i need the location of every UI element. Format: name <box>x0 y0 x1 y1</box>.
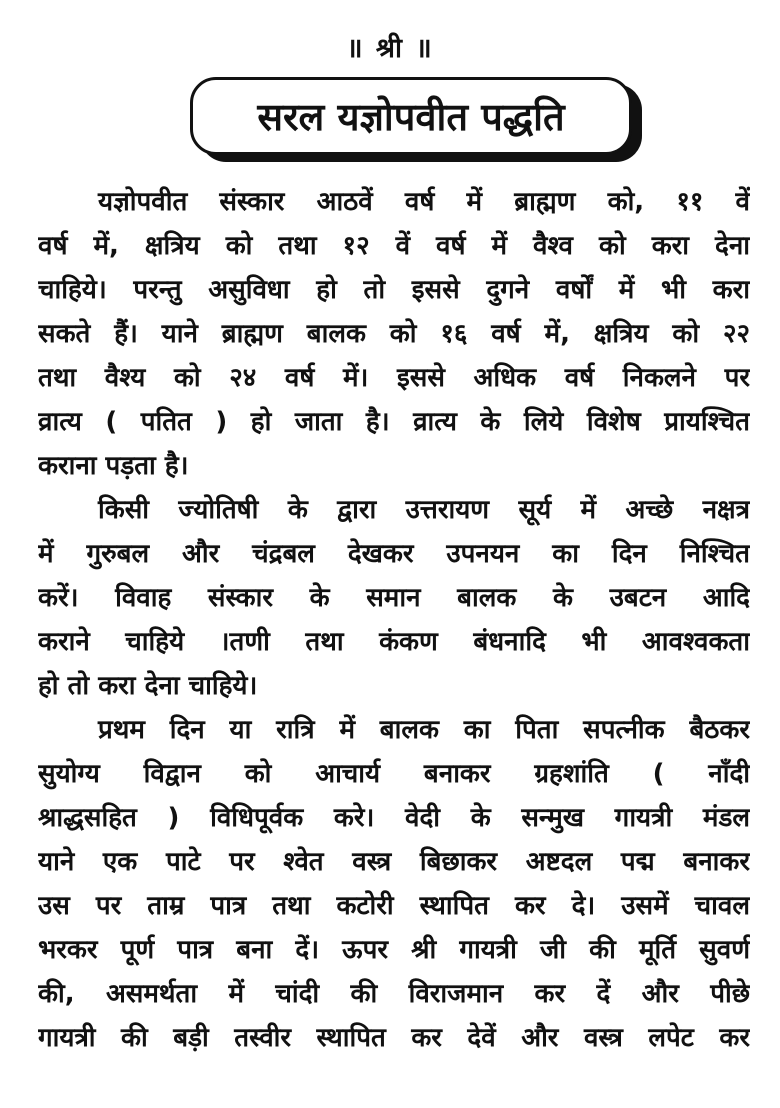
text-line: श्राद्धसहित ) विधिपूर्वक करे। वेदी के सन्मुख गायत्री मंडल <box>38 803 750 833</box>
text-line: यज्ञोपवीत संस्कार आठवें वर्ष में ब्राह्मण को, ११ वें <box>98 187 750 217</box>
text-line: गायत्री की बड़ी तस्वीर स्थापित कर देवें और वस्त्र लपेट कर <box>38 1023 750 1053</box>
invocation-heading: ॥ श्री ॥ <box>346 33 434 64</box>
paragraph-1 <box>38 180 750 488</box>
text-line: व्रात्य ( पतित ) हो जाता है। व्रात्य के लिये विशेष प्रायश्चित <box>38 407 750 437</box>
page-title: सरल यज्ञोपवीत पद्धति <box>257 95 565 139</box>
text-line: तथा वैश्य को २४ वर्ष में। इससे अधिक वर्ष निकलने पर <box>38 363 750 393</box>
text-line: सकते हैं। याने ब्राह्मण बालक को १६ वर्ष में, क्षत्रिय को २२ <box>38 319 750 349</box>
body-text <box>38 180 750 1060</box>
title-box <box>190 77 632 155</box>
text-line: में गुरुबल और चंद्रबल देखकर उपनयन का दिन निश्चित <box>38 539 750 569</box>
text-line: भरकर पूर्ण पात्र बना दें। ऊपर श्री गायत्री जी की मूर्ति सुवर्ण <box>38 935 750 965</box>
text-line: याने एक पाटे पर श्वेत वस्त्र बिछाकर अष्टदल पद्म बनाकर <box>38 847 750 877</box>
text-line: कराना पड़ता है। <box>38 451 189 481</box>
text-line: किसी ज्योतिषी के द्वारा उत्तरायण सूर्य में अच्छे नक्षत्र <box>98 495 750 525</box>
text-line: उस पर ताम्र पात्र तथा कटोरी स्थापित कर दे। उसमें चावल <box>38 891 750 921</box>
paragraph-3 <box>38 708 750 1060</box>
text-line: की, असमर्थता में चांदी की विराजमान कर दें और पीछे <box>38 979 750 1009</box>
text-line: प्रथम दिन या रात्रि में बालक का पिता सपत्नीक बैठकर <box>98 715 750 745</box>
text-line: वर्ष में, क्षत्रिय को तथा १२ वें वर्ष में वैश्व को करा देना <box>38 231 750 261</box>
text-line: हो तो करा देना चाहिये। <box>38 671 258 701</box>
text-line: कराने चाहिये ।तणी तथा कंकण बंधनादि भी आवश्वकता <box>38 627 750 657</box>
paragraph-2 <box>38 488 750 708</box>
text-line: करें। विवाह संस्कार के समान बालक के उबटन आदि <box>38 583 750 613</box>
text-line: चाहिये। परन्तु असुविधा हो तो इससे दुगने वर्षों में भी करा <box>38 275 750 305</box>
text-line: सुयोग्य विद्वान को आचार्य बनाकर ग्रहशांति ( नाँदी <box>38 759 750 789</box>
